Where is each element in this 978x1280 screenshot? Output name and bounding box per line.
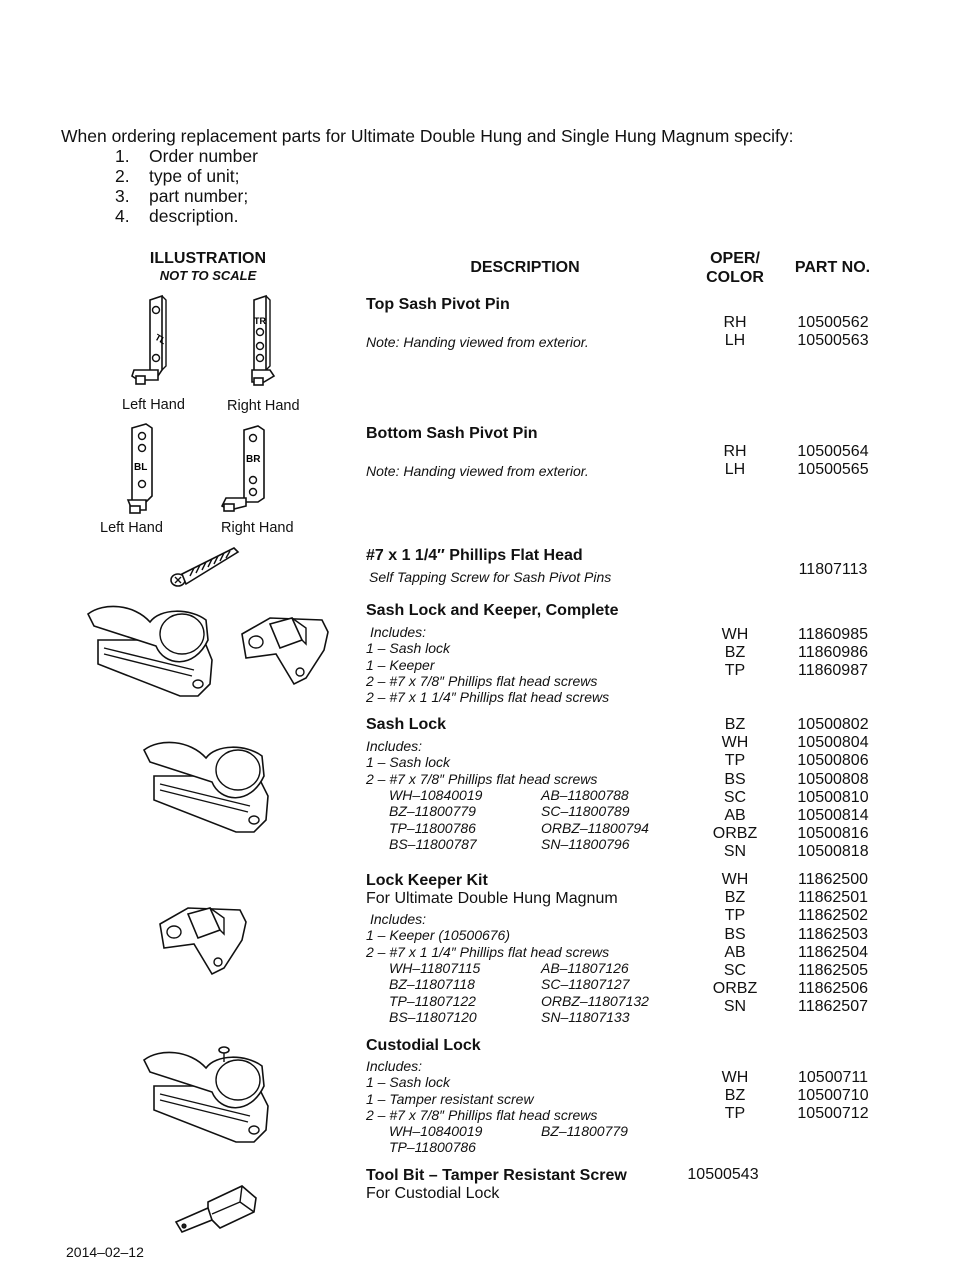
sash-lock-icon — [140, 1046, 280, 1146]
top-pivot-title: Top Sash Pivot Pin — [366, 296, 510, 313]
footer-date: 2014–02–12 — [66, 1244, 144, 1260]
top-pivot-part: 10500562 10500563 — [797, 314, 869, 350]
top-right-mark: TR — [254, 316, 266, 326]
keeper-kit-includes: Includes: 1 – Keeper (10500676) 2 – #7 x 1 1/4″ Phillips flat head screws — [366, 911, 610, 960]
pivot-pin-icon — [238, 296, 298, 386]
step-1: 1. Order number — [115, 146, 258, 166]
header-description: DESCRIPTION — [470, 259, 580, 276]
custodial-includes: Includes: 1 – Sash lock 1 – Tamper resistant screw 2 – #7 x 7/8″ Phillips flat head screws — [366, 1058, 598, 1123]
bottom-pivot-part: 10500564 10500565 — [797, 443, 869, 479]
order-steps — [115, 146, 258, 226]
sash-lock-part: 10500802 10500804 10500806 10500808 10500810 10500814 10500816 10500818 — [797, 716, 869, 861]
keeper-kit-title: Lock Keeper Kit — [366, 872, 488, 889]
keeper-kit-subtitle: For Ultimate Double Hung Magnum — [366, 890, 618, 907]
pivot-pin-icon — [220, 426, 280, 518]
top-pivot-oper: RH LH — [723, 314, 747, 350]
bottom-pivot-note: Note: Handing viewed from exterior. — [366, 463, 589, 479]
top-right-caption: Right Hand — [227, 398, 300, 414]
pivot-pin-icon — [126, 424, 186, 516]
keeper-icon — [236, 614, 336, 694]
lock-keeper-includes: Includes: 1 – Sash lock 1 – Keeper 2 – #7 x 7/8″ Phillips flat head screws 2 – #7 x 1 1/4″ Phillips flat head screws — [366, 624, 610, 706]
sash-lock-includes: Includes: 1 – Sash lock 2 – #7 x 7/8″ Phillips flat head screws — [366, 738, 598, 787]
keeper-kit-codes: WH–11807115 AB–11807126 BZ–11807118 SC–11807127 TP–11807122 ORBZ–11807132 BS–11807120 SN–11807133 — [389, 960, 649, 1025]
keeper-kit-oper: WH BZ TP BS AB SC ORBZ SN — [712, 871, 758, 1016]
header-oper-color: OPER/ COLOR — [706, 250, 764, 286]
keeper-kit-part: 11862500 11862501 11862502 11862503 11862504 11862505 11862506 11862507 — [798, 871, 868, 1016]
tool-bit-title: Tool Bit – Tamper Resistant Screw — [366, 1167, 627, 1184]
tool-bit-part: 10500543 — [687, 1166, 759, 1183]
custodial-codes: WH–10840019 BZ–11800779 TP–11800786 — [389, 1123, 628, 1156]
bottom-left-mark: BL — [134, 462, 148, 473]
top-pivot-note: Note: Handing viewed from exterior. — [366, 334, 589, 350]
sash-lock-codes: WH–10840019 AB–11800788 BZ–11800779 SC–11800789 TP–11800786 ORBZ–11800794 BS–11800787 SN–11800796 — [389, 787, 649, 852]
sash-lock-title: Sash Lock — [366, 716, 447, 733]
sash-lock-icon — [140, 736, 280, 836]
bottom-pivot-title: Bottom Sash Pivot Pin — [366, 425, 538, 442]
bottom-right-mark: BR — [246, 454, 261, 465]
custodial-title: Custodial Lock — [366, 1037, 481, 1054]
lock-keeper-title: Sash Lock and Keeper, Complete — [366, 602, 619, 619]
bottom-left-caption: Left Hand — [100, 520, 163, 536]
lock-keeper-oper: WH BZ TP — [721, 626, 749, 680]
bottom-pivot-oper: RH LH — [723, 443, 747, 479]
header-not-to-scale: NOT TO SCALE — [159, 268, 257, 283]
step-3: 3. part number; — [115, 186, 249, 206]
intro-text: When ordering replacement parts for Ultimate Double Hung and Single Hung Magnum specify: — [61, 126, 794, 146]
tool-bit-subtitle: For Custodial Lock — [366, 1185, 500, 1202]
step-4: 4. description. — [115, 206, 239, 226]
screw-icon — [168, 544, 248, 588]
screw-part: 11807113 — [798, 561, 868, 578]
top-left-caption: Left Hand — [122, 397, 185, 413]
sash-lock-icon — [84, 600, 224, 700]
custodial-oper: WH BZ TP — [721, 1069, 749, 1123]
bottom-right-caption: Right Hand — [221, 520, 294, 536]
step-2: 2. type of unit; — [115, 166, 240, 186]
header-part-no: PART NO. — [794, 259, 871, 276]
sash-lock-oper: BZ WH TP BS SC AB ORBZ SN — [712, 716, 758, 861]
lock-keeper-part: 11860985 11860986 11860987 — [798, 626, 868, 680]
keeper-icon — [154, 904, 254, 984]
screw-desc: Self Tapping Screw for Sash Pivot Pins — [369, 569, 612, 585]
pivot-pin-icon — [128, 296, 188, 386]
custodial-part: 10500711 10500710 10500712 — [797, 1069, 869, 1123]
screw-title: #7 x 1 1/4″ Phillips Flat Head — [366, 547, 583, 564]
tool-bit-icon — [172, 1182, 262, 1242]
header-illustration: ILLUSTRATION NOT TO SCALE — [118, 250, 298, 283]
top-left-mark: TL — [153, 332, 168, 347]
